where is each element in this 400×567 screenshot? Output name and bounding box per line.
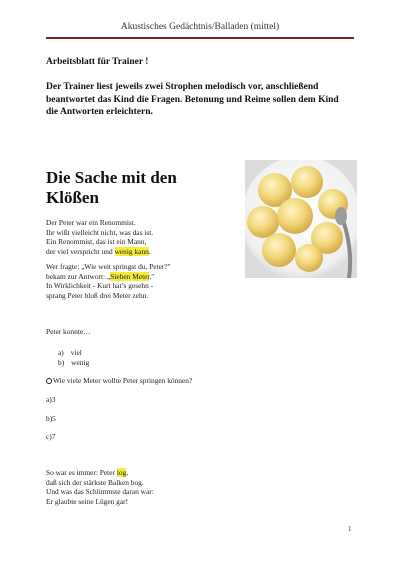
question-1-options (58, 348, 89, 367)
option-marker: a) (58, 348, 64, 357)
worksheet-title: Arbeitsblatt für Trainer ! (46, 57, 149, 67)
stanza1-line-text: der viel verspricht und (46, 246, 115, 256)
stanza3-line: Er glaubte seine Lügen gar! (46, 496, 129, 506)
stanza3-line1-post: , (126, 468, 129, 477)
answer-option-b: b)5 (46, 414, 56, 423)
stanza1-line (46, 247, 246, 257)
stanza2-line: Wer fragte: „Wie weit springst du, Peter?" (46, 262, 171, 271)
stanza1-line-end: . (148, 246, 151, 256)
worksheet-intro: Der Trainer liest jeweils zwei Strophen melodisch vor, anschließend beantwortet das Kind die Fragen. Betonung und Reime sollen dem Kind die Antworten erleichtern. (46, 82, 339, 117)
option-text: wenig (71, 357, 90, 367)
option-a (58, 348, 89, 358)
header-divider (46, 37, 354, 39)
poem-title (46, 168, 236, 208)
stanza1-line: Der Peter war ein Renommist. (46, 218, 136, 227)
stanza1-line: Ihr wißt vielleicht nicht, was das ist. (46, 227, 154, 237)
page-number: 1 (348, 525, 352, 533)
poem-title-line1: Die Sache mit den (46, 168, 177, 187)
poem-stanza-1 (46, 218, 246, 256)
stanza2-line2-post: ." (149, 271, 155, 281)
stanza2-line: sprang Peter bloß drei Meter zehn. (46, 290, 149, 300)
stanza2-line (46, 272, 246, 282)
question-2-label (46, 376, 192, 386)
stanza2-line2-pre: bekam zur Antwort: „ (46, 271, 111, 281)
page-header: Akustisches Gedächtnis/Balladen (mittel) (120, 22, 280, 32)
highlight-log: log (116, 468, 127, 477)
question-1-label: Peter konnte… (46, 327, 91, 336)
answer-option-c: c)7 (46, 432, 56, 441)
option-b (58, 358, 89, 368)
question-2-text: Wie viele Meter wollte Peter springen können? (53, 376, 193, 385)
dumplings-photo (245, 160, 357, 278)
option-text: viel (70, 348, 82, 357)
stanza3-line (46, 468, 246, 478)
poem-stanza-2 (46, 262, 246, 300)
stanza3-line: daß sich der stärkste Balken bog. (46, 477, 144, 487)
stanza3-line: Und was das Schlimmste daran war: (46, 487, 154, 497)
stanza1-line: Ein Renommist, das ist ein Mann, (46, 237, 147, 247)
poem-stanza-3 (46, 468, 246, 506)
stanza2-line: In Wirklichkeit - Kurt hat’s gesehn - (46, 281, 154, 291)
highlight-sieben-meter: Sieben Meter (110, 271, 150, 281)
circle-bullet-icon (46, 378, 52, 384)
poem-title-line2: Klößen (46, 188, 99, 207)
answer-option-a: a)3 (46, 395, 56, 404)
option-marker: b) (58, 357, 65, 367)
stanza3-line1-pre: So war es immer: Peter (46, 468, 117, 477)
highlight-wenig-kann: wenig kann (114, 246, 149, 256)
